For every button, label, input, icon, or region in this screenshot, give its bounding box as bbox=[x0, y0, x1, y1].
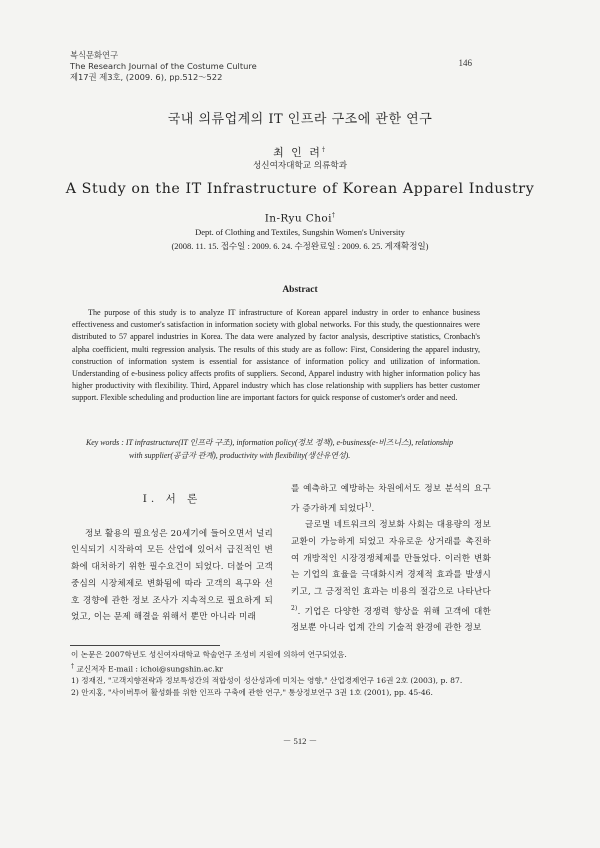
para-text-2a: 글로벌 네트워크의 정보화 사회는 대용량의 정보교환이 가능하게 되었고 자유로운 상거래를 촉진하여 개방적인 시장경쟁체제를 만들었다. 이러한 변화는 기업의 효율을 극대화시켜 경제적 효과를 발생시키고, 그 긍정적인 효과는 비용의 절감으로 나타난다 bbox=[291, 520, 491, 598]
journal-volume: 제17권 제3호, (2009. 6), pp.512～522 bbox=[70, 72, 223, 82]
running-header bbox=[70, 50, 257, 83]
para-text-2b: . 기업은 다양한 경쟁력 향상을 위해 고객에 대한 정보뿐 아니라 업계 간의 기술적 환경에 관한 정보 bbox=[291, 606, 491, 634]
abstract-text: The purpose of this study is to analyze IT infrastructure of Korean apparel industry in order to enhance business effectiveness and customer's satisfaction in information society with global networks. For this study, the questionnaires were distributed to 57 apparel industries in Korea. The data were analyzed by factor analysis, descriptive statistics, Cronbach's alpha coefficient, multi regression analysis. The results of this study are as follow: First, Considering the apparel industry, construction of information system is essential for assistance of information policy and utilization of information. Understanding of e-business policy affects profits of suppliers. Second, Apparel industry with higher information policy has higher productivity with flexibility. Third, Apparel industry which has close relationship with suppliers has better customer support. Flexible scheduling and production line are important factors for quick response of customer's order and need. bbox=[72, 308, 480, 403]
keywords-line-1: Key words : IT infrastructure(IT 인프라 구조), information policy(정보 정책), e-business(e-비즈니스), relationship bbox=[86, 438, 454, 447]
left-column bbox=[71, 483, 273, 626]
journal-title-ko: 복식문화연구 bbox=[70, 50, 119, 60]
page-footer-number: － 512 － bbox=[282, 736, 318, 746]
affiliation-korean: 성신여자대학교 의류학과 bbox=[252, 161, 348, 171]
section-heading: Ⅰ. 서 론 bbox=[142, 493, 202, 505]
intro-paragraph-1: 정보 활용의 필요성은 20세기에 들어오면서 널리 인식되기 시작하여 모든 산업에 있어서 급진적인 변화에 대처하기 위한 필수요건이 되었다. 더불어 고객 중심의 시장체제로 변화됨에 따라 고객의 욕구와 선호 경향에 관한 정보 조사가 지속적으로 필요하게 되었고, 이는 문제 해결을 위해서 뿐만 아니라 미래 bbox=[71, 528, 273, 623]
para-text: 를 예측하고 예방하는 차원에서도 정보 분석의 요구가 증가하게 되었다 bbox=[291, 484, 491, 514]
author-korean bbox=[0, 144, 600, 160]
intro-paragraph-2 bbox=[291, 517, 491, 637]
submission-dates: (2008. 11. 15. 접수일 : 2009. 6. 24. 수정완료일 : 2009. 6. 25. 게재확정일) bbox=[171, 241, 429, 251]
corresponding-mark: † bbox=[71, 662, 74, 670]
title-english: A Study on the IT Infrastructure of Korean Apparel Industry bbox=[65, 181, 535, 197]
corresponding-text: 교신저자 E-mail : ichoi@sungshin.ac.kr bbox=[76, 664, 224, 674]
footnote-1: 1) 정재진, "고객지향전략과 정보특성간의 적합성이 성산성과에 미치는 영향," 산업경제연구 16권 2호 (2003), p. 87. bbox=[71, 676, 463, 686]
author-name-en: In-Ryu Choi bbox=[264, 212, 332, 225]
footnote-ref-1: 1) bbox=[364, 501, 372, 509]
keywords bbox=[86, 437, 486, 462]
department-english: Dept. of Clothing and Textiles, Sungshin Women's University bbox=[195, 227, 405, 237]
footnote-divider bbox=[70, 645, 220, 646]
para-end: . bbox=[371, 503, 375, 514]
footnote-ref-2: 2) bbox=[291, 604, 298, 612]
author-mark: † bbox=[321, 146, 327, 154]
header-page-number: 146 bbox=[458, 58, 472, 68]
journal-title-en: The Research Journal of the Costume Culture bbox=[70, 61, 257, 71]
corresponding-note bbox=[71, 661, 501, 675]
funding-note: 이 논문은 2007학년도 성신여자대학교 학술연구 조성비 지원에 의하여 연구되었음. bbox=[71, 650, 347, 659]
footnote-2: 2) 안지홍, "사이버투어 활성화를 위한 인프라 구축에 관한 연구," 통상정보연구 3권 1호 (2001), pp. 45-46. bbox=[71, 687, 433, 697]
footnotes bbox=[71, 649, 501, 699]
author-name-ko: 최 인 려 bbox=[273, 146, 322, 159]
keywords-line-2: with supplier(공급자 관계), productivity with flexibility(생산유연성). bbox=[129, 450, 351, 460]
title-korean: 국내 의류업계의 IT 인프라 구조에 관한 연구 bbox=[167, 112, 433, 127]
abstract-heading: Abstract bbox=[282, 285, 318, 295]
intro-paragraph-1-cont bbox=[291, 481, 491, 517]
author-mark-en: † bbox=[331, 212, 336, 219]
author-english bbox=[0, 212, 600, 225]
right-column bbox=[291, 481, 491, 637]
